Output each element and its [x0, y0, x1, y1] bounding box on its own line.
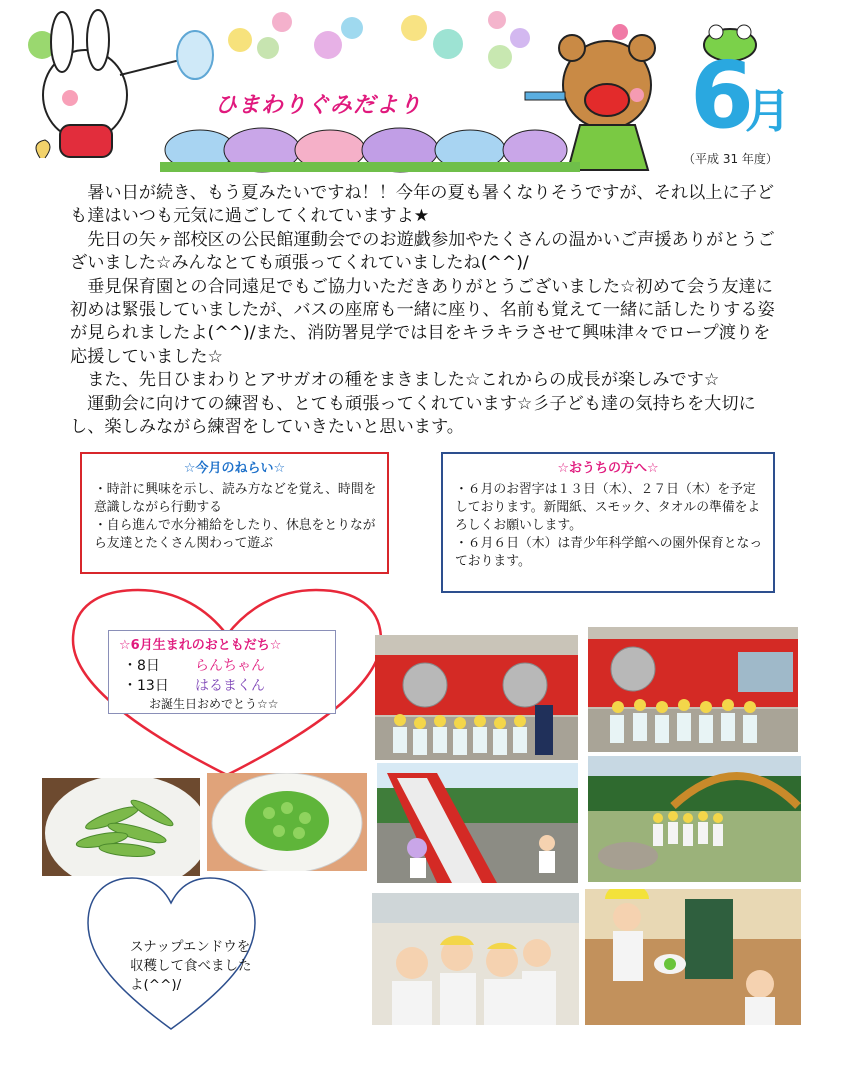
list-item: ・時計に興味を示し、読み方などを覚え、時間を意識しながら行動する: [94, 482, 377, 515]
list-item: ・自ら進んで水分補給をしたり、休息をとりながら友達とたくさん関わって遊ぶ: [94, 518, 376, 551]
bus-ride-photo: [372, 893, 579, 1025]
snap-pea-plate-photo: [42, 778, 200, 876]
bubble: [272, 12, 292, 32]
bubble: [341, 17, 363, 39]
birthday-name: はるまくん: [195, 678, 265, 694]
bubble: [488, 11, 506, 29]
paragraph: 運動会に向けての練習も、とても頑張ってくれています☆彡子ども達の気持ちを大切にし、楽しみながら練習をしていきたいと思います。: [70, 393, 756, 438]
birthday-date: ・8日: [123, 658, 160, 674]
birthday-row: [123, 675, 265, 695]
paragraph: 先日の矢ヶ部校区の公民館運動会でのお遊戯参加やたくさんの温かいご声援ありがとうございました☆みんなとても頑張ってくれていましたね(^^)/: [70, 229, 775, 274]
chopped-peas-plate-photo: [207, 773, 367, 871]
monthly-aim-title: ☆今月のねらい☆: [183, 461, 286, 476]
newsletter-body: [70, 182, 785, 439]
paragraph: 垂見保育園との合同遠足でもご協力いただきありがとうございました☆初めて会う友達に初めは緊張していましたが、バスの座席も一緒に座り、名前も覚えて一緒に話したりする姿が見られましたよ(^^)/また、消防署見学では目をキラキラさせて興味津々でロープ渡りを応援していました☆: [70, 276, 775, 367]
family-notice-list: [443, 481, 773, 571]
fire-truck-photo: [375, 635, 578, 760]
birthday-row: [123, 655, 265, 675]
family-notice-title: ☆おうちの方へ☆: [557, 461, 659, 476]
birthday-date: ・13日: [123, 678, 169, 694]
bubble: [401, 15, 427, 41]
birthday-title: ☆6月生まれのおともだち☆: [119, 638, 282, 653]
bubble: [228, 28, 252, 52]
paragraph: また、先日ひまわりとアサガオの種をまきました☆これからの成長が楽しみです☆: [87, 370, 720, 391]
bubble: [433, 29, 463, 59]
bubble: [257, 37, 279, 59]
monthly-aim-list: [82, 481, 387, 553]
list-item: ・６月６日（木）は青少年科学館への園外保育となっております。: [455, 536, 763, 569]
hydrangea-flowers: [160, 128, 580, 172]
park-bridge-photo: [588, 756, 801, 882]
family-notice-box: [441, 452, 775, 593]
monthly-aim-box: [80, 452, 389, 574]
list-item: ・６月のお習字は１３日（木）、２７日（木）を予定しております。新聞紙、スモック、タオルの準備をよろしくお願いします。: [455, 482, 761, 533]
month-number: 6: [690, 42, 755, 149]
bubble: [314, 31, 342, 59]
park-slide-photo: [377, 763, 578, 883]
bubble: [510, 28, 530, 48]
birthday-card: [108, 630, 336, 714]
snap-pea-caption: スナップエンドウを収穫して食べましたよ(^^)/: [130, 939, 252, 993]
fire-truck-photo: [588, 627, 798, 752]
bubble: [488, 45, 512, 69]
birthday-message: お誕生日おめでとう☆☆: [149, 697, 279, 711]
birthday-name: らんちゃん: [195, 658, 265, 674]
fiscal-year-label: （平成 31 年度）: [683, 152, 778, 166]
paragraph: 暑い日が続き、もう夏みたいですね！！今年の夏も暑くなりそうですが、それ以上に子ども達はいつも元気に過ごしてくれていますよ★: [70, 183, 775, 227]
newsletter-title: ひまわりぐみだより: [215, 93, 423, 118]
eating-peas-photo: [585, 889, 801, 1025]
month-kanji: 月: [745, 84, 791, 138]
